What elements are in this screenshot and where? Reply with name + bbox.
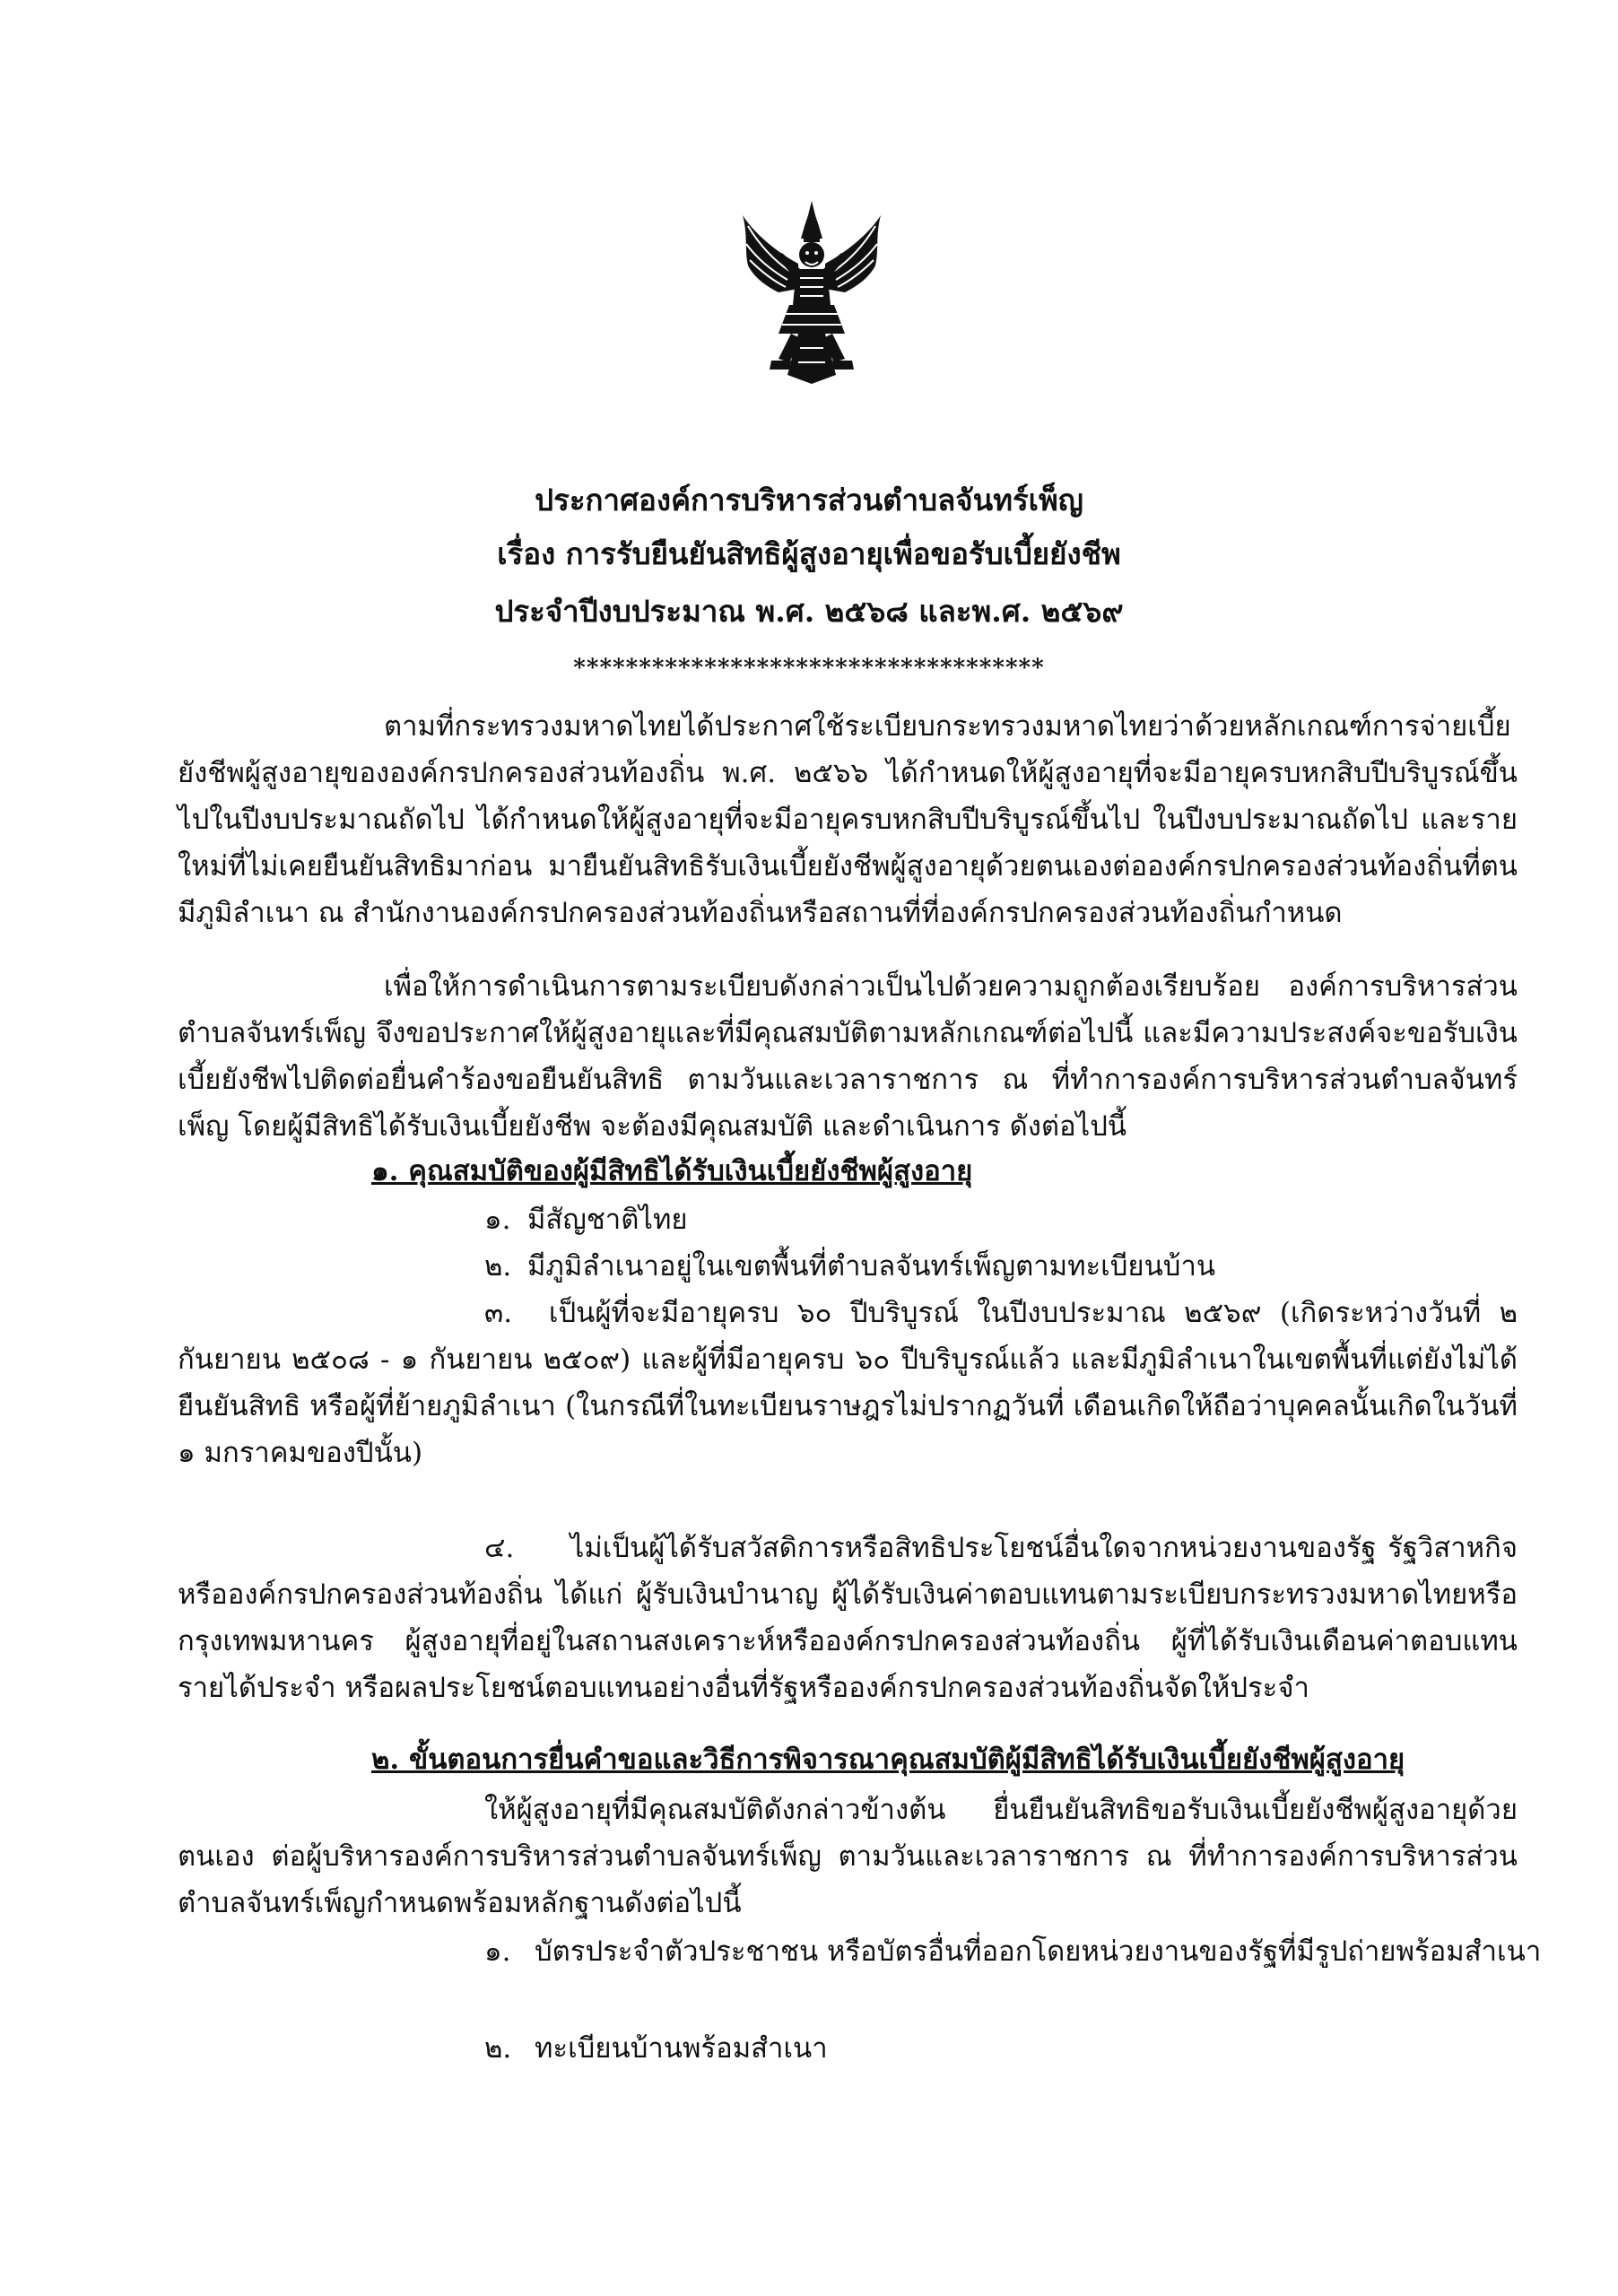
section2-heading: ๒. ขั้นตอนการยื่นคำขอและวิธีการพิจารณาคุณสมบัติผู้มีสิทธิได้รับเงินเบี้ยยังชีพผู้สูงอายุ (371, 1744, 1405, 1776)
section1-item-4 (178, 1525, 1518, 1711)
section2-item-1 (484, 1928, 1568, 1975)
section2-paragraph: ให้ผู้สูงอายุที่มีคุณสมบัติดังกล่าวข้างต้น ยื่นยืนยันสิทธิขอรับเงินเบี้ยยังชีพผู้สูงอายุด้วยตนเอง ต่อผู้บริหารองค์การบริหารส่วนตำบลจันทร์เพ็ญ ตามวันและเวลาราชการ ณ ที่ทำการองค์การบริหารส่วนตำบลจันทร์เพ็ญกำหนดพร้อมหลักฐานดังต่อไปนี้ (178, 1794, 1518, 1919)
section1-item-2 (484, 1243, 1215, 1290)
section2-item-2 (484, 2025, 828, 2072)
item-number: ๑. (484, 1204, 511, 1236)
item-number: ๔. (484, 1532, 515, 1564)
item-text: ทะเบียนบ้านพร้อมสำเนา (535, 2032, 828, 2065)
item-text: มีสัญชาติไทย (527, 1204, 688, 1236)
announcement-title: ประกาศองค์การบริหารส่วนตำบลจันทร์เพ็ญ (535, 483, 1083, 517)
item-number: ๒. (484, 1250, 512, 1283)
item-text: ไม่เป็นผู้ได้รับสวัสดิการหรือสิทธิประโยชน์อื่นใดจากหน่วยงานของรัฐ รัฐวิสาหกิจหรือองค์กรปกครองส่วนท้องถิ่น ได้แก่ ผู้รับเงินบำนาญ ผู้ได้รับเงินค่าตอบแทนตามระเบียบกระทรวงมหาดไทยหรือกรุงเทพมหานคร ผู้สูงอายุที่อยู่ในสถานสงเคราะห์หรือองค์กรปกครองส่วนท้องถิ่น ผู้ที่ได้รับเงินเดือนค่าตอบแทน รายได้ประจำ หรือผลประโยชน์ตอบแทนอย่างอื่นที่รัฐหรือองค์กรปกครองส่วนท้องถิ่นจัดให้ประจำ (178, 1532, 1518, 1704)
announcement-fiscal-year: ประจำปีงบประมาณ พ.ศ. ๒๕๖๘ และพ.ศ. ๒๕๖๙ (494, 594, 1124, 629)
section1-item-1 (484, 1196, 688, 1243)
garuda-emblem-icon (735, 199, 888, 387)
item-text: เป็นผู้ที่จะมีอายุครบ ๖๐ ปีบริบูรณ์ ในปีงบประมาณ ๒๕๖๙ (เกิดระหว่างวันที่ ๒ กันยายน ๒๕๐๘ - ๑ กันยายน ๒๕๐๙) และผู้ที่มีอายุครบ ๖๐ ปีบริบูรณ์แล้ว และมีภูมิลำเนาในเขตพื้นที่แต่ยังไม่ได้ยืนยันสิทธิ หรือผู้ที่ย้ายภูมิลำเนา (ในกรณีที่ในทะเบียนราษฎรไม่ปรากฏวันที่ เดือนเกิดให้ถือว่าบุคคลนั้นเกิดในวันที่ ๑ มกราคมของปีนั้น) (178, 1297, 1518, 1469)
item-number: ๓. (484, 1297, 513, 1329)
announcement-subject: เรื่อง การรับยืนยันสิทธิผู้สูงอายุเพื่อขอรับเบี้ยยังชีพ (497, 536, 1121, 571)
title-separator: ************************************ (573, 655, 1045, 682)
item-text: บัตรประจำตัวประชาชน หรือบัตรอื่นที่ออกโดยหน่วยงานของรัฐที่มีรูปถ่ายพร้อมสำเนา (535, 1935, 1542, 1968)
paragraph-purpose: เพื่อให้การดำเนินการตามระเบียบดังกล่าวเป็นไปด้วยความถูกต้องเรียบร้อย องค์การบริหารส่วนตำบลจันทร์เพ็ญ จึงขอประกาศให้ผู้สูงอายุและที่มีคุณสมบัติตามหลักเกณฑ์ต่อไปนี้ และมีความประสงค์จะขอรับเงินเบี้ยยังชีพไปติดต่อยื่นคำร้องขอยืนยันสิทธิ ตามวันและเวลาราชการ ณ ที่ทำการองค์การบริหารส่วนตำบลจันทร์เพ็ญ โดยผู้มีสิทธิได้รับเงินเบี้ยยังชีพ จะต้องมีคุณสมบัติ และดำเนินการ ดังต่อไปนี้ (178, 970, 1518, 1143)
item-number: ๒. (484, 2032, 512, 2065)
section1-item-3 (178, 1290, 1518, 1476)
item-text: มีภูมิลำเนาอยู่ในเขตพื้นที่ตำบลจันทร์เพ็ญตามทะเบียนบ้าน (527, 1250, 1216, 1283)
section1-heading: ๑. คุณสมบัติของผู้มีสิทธิได้รับเงินเบี้ยยังชีพผู้สูงอายุ (371, 1155, 973, 1187)
paragraph-intro: ตามที่กระทรวงมหาดไทยได้ประกาศใช้ระเบียบกระทรวงมหาดไทยว่าด้วยหลักเกณฑ์การจ่ายเบี้ยยังชีพผู้สูงอายุขององค์กรปกครองส่วนท้องถิ่น พ.ศ. ๒๕๖๖ ได้กำหนดให้ผู้สูงอายุที่จะมีอายุครบหกสิบปีบริบูรณ์ขึ้นไปในปีงบประมาณถัดไป ได้กำหนดให้ผู้สูงอายุที่จะมีอายุครบหกสิบปีบริบูรณ์ขึ้นไป ในปีงบประมาณถัดไป และรายใหม่ที่ไม่เคยยืนยันสิทธิมาก่อน มายืนยันสิทธิรับเงินเบี้ยยังชีพผู้สูงอายุด้วยตนเองต่อองค์กรปกครองส่วนท้องถิ่นที่ตนมีภูมิลำเนา ณ สำนักงานองค์กรปกครองส่วนท้องถิ่นหรือสถานที่ที่องค์กรปกครองส่วนท้องถิ่นกำหนด (178, 710, 1518, 929)
item-number: ๑. (484, 1935, 511, 1968)
